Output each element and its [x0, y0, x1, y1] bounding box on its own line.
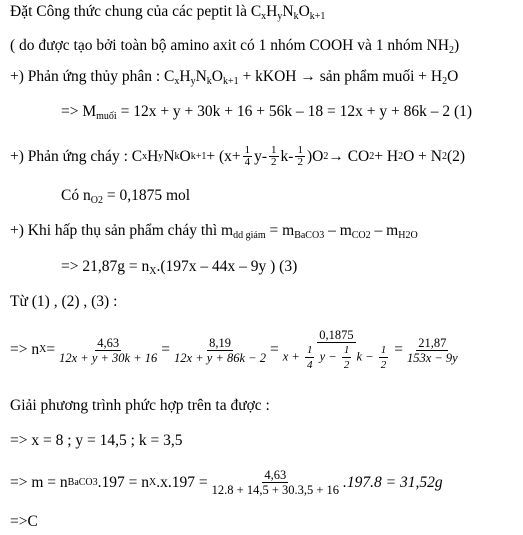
frac-den: 12x + y + 30k + 16 [59, 350, 158, 365]
frac-den: 2 [343, 359, 350, 371]
frac-num: 8,19 [209, 335, 231, 350]
n-letter: N [282, 3, 294, 20]
frac-den: 4 [306, 359, 313, 371]
den-part: k − [356, 349, 377, 364]
salt-mass-rest: = 12x + y + 30k + 16 + 56k – 18 = 12x + y + 86k – 2 (1) [116, 103, 473, 120]
frac-num: 1 [343, 344, 350, 356]
solve-text: Giải phương trình phức hợp trên ta được : [10, 397, 270, 414]
o-letter: O [298, 3, 310, 20]
absorption-mid: – m [324, 222, 352, 239]
combustion-mid: k- [280, 147, 294, 165]
frac-den: 2 [297, 156, 303, 168]
sub-k1: k+1 [309, 11, 326, 22]
line-salt-mass [61, 103, 472, 121]
frac-num: 1 [306, 344, 313, 356]
frac-den: 2 [271, 156, 277, 168]
final-mass-mid: .197 = n [97, 473, 150, 491]
line-mass-decrease [61, 258, 297, 276]
frac-num: 1 [380, 344, 387, 356]
frac-num: 0,1875 [319, 328, 354, 342]
final-mass-mid: .x.197 = [156, 473, 208, 491]
fraction-b [172, 336, 268, 365]
o-letter: O [179, 147, 191, 165]
line-from-equations [10, 293, 117, 311]
line-combustion: +) Phản ứng cháy : C x H y N k O k+1 + (x+ $\frac{1}{4}$ y- $\frac{1}{2}$ k- $\frac{1}{2}$ )O 2 → CO 2 + H 2 O + N 2 (2) [10, 144, 466, 168]
fraction-one-half [295, 145, 305, 168]
combustion-rest: + H [374, 147, 399, 165]
fraction-final [210, 468, 341, 497]
sub-k: k [206, 76, 212, 87]
o-letter: O [211, 68, 223, 85]
sub-k: k [293, 11, 299, 22]
frac-den: 4 [244, 156, 251, 168]
equals-sign: = [161, 341, 171, 358]
final-mass-result: .197.8 = 31,52g [343, 473, 443, 491]
salt-mass-pre: => M [61, 103, 97, 120]
absorption-mid: – m [370, 222, 399, 239]
from-equations-text: Từ (1) , (2) , (3) : [10, 293, 118, 310]
final-mass-pre: => m = n [10, 473, 68, 491]
equals-sign: = [394, 341, 403, 358]
sub-y: y [190, 76, 196, 87]
line-hydrolysis [10, 68, 458, 86]
equation-number: (2) [446, 147, 466, 165]
h-letter: H [266, 3, 278, 20]
fraction-one-half [342, 343, 352, 372]
frac-num: 21,87 [418, 335, 447, 350]
sub-2: 2 [448, 45, 454, 56]
equals-sign: = [270, 341, 279, 358]
oxygen-pre: Có n [61, 187, 91, 204]
hydrolysis-rest: + kKOH → sản phẩm muối + H [238, 68, 443, 85]
combustion-rest: → CO [328, 147, 370, 165]
den-part: x + [282, 349, 303, 364]
line-solve [10, 397, 270, 415]
frac-den [281, 343, 392, 372]
sub-h2o: H2O [398, 230, 418, 241]
sub-2: 2 [442, 76, 448, 87]
h-letter: H [179, 68, 191, 85]
solution-text: => x = 8 ; y = 14,5 ; k = 3,5 [10, 432, 183, 449]
n-letter: N [195, 68, 207, 85]
sub-baco3: BaCO3 [294, 230, 325, 241]
frac-num: 4,63 [97, 335, 120, 350]
fraction-one-quarter [243, 145, 253, 168]
sub-x-mol: X [149, 266, 157, 277]
mass-decrease-pre: => 21,87g = n [61, 258, 150, 275]
n-letter: N [163, 147, 175, 165]
combustion-mid: + (x+ [206, 147, 241, 165]
fraction-one-half [379, 343, 389, 372]
sub-y: y [277, 11, 283, 22]
sub-x: x [174, 76, 180, 87]
den-part: y − [319, 349, 340, 364]
combustion-label: +) Phản ứng cháy : C [10, 147, 143, 165]
frac-num: 1 [244, 144, 251, 156]
frac-num: 1 [297, 144, 303, 156]
line-final-mass: => m = n BaCO3 .197 = n X .x.197 = $\frac{4,63}{12.8 + 14,5 + 30.3,5 + 16}$ .197.8 = 31,52g [10, 468, 443, 497]
hydrolysis-label: +) Phản ứng thủy phân : C [10, 68, 175, 85]
frac-den: 12x + y + 86k − 2 [174, 350, 266, 365]
sub-co2: CO2 [351, 230, 371, 241]
line-absorption [10, 222, 418, 240]
absorption-mid: = m [265, 222, 295, 239]
sub-muoi: muối [96, 111, 117, 122]
fraction-a [57, 336, 159, 365]
line-oxygen-moles [61, 187, 190, 205]
line-formula-intro [10, 3, 325, 21]
sub-k1: k+1 [223, 76, 239, 87]
o-letter: O [447, 68, 459, 85]
combustion-rest: O + N [403, 147, 442, 165]
absorption-pre: +) Khi hấp thụ sản phẩm cháy thì m [10, 222, 234, 239]
fraction-d [405, 336, 460, 365]
fraction-one-half [269, 145, 279, 168]
answer-text: =>C [10, 513, 38, 530]
combustion-mid: y- [254, 147, 268, 165]
formula-intro-text: Đặt Công thức chung của các peptit là C [10, 3, 262, 20]
h-letter: H [147, 147, 159, 165]
line-answer [10, 513, 38, 531]
fraction-one-quarter [305, 343, 315, 372]
frac-den: 153x − 9y [406, 350, 458, 365]
equals-sign: = [46, 341, 56, 358]
frac-num: 1 [271, 144, 277, 156]
frac-den: 12.8 + 14,5 + 30.3,5 + 16 [211, 483, 340, 497]
line-amino-note [10, 37, 459, 55]
amino-note-text: ( do được tạo bởi toàn bộ amino axit có 1 nhóm COOH và 1 nhóm NH [10, 37, 449, 54]
nx-pre: => n [10, 341, 40, 358]
oxygen-rest: = 0,1875 mol [102, 187, 191, 204]
close-paren: ) [453, 37, 460, 54]
combustion-mid: )O [306, 147, 324, 165]
sub-o2: O2 [90, 195, 103, 206]
sub-x: x [261, 11, 267, 22]
frac-num: 4,63 [264, 468, 287, 482]
mass-decrease-rest: .(197x – 44x – 9y ) (3) [156, 258, 298, 275]
line-solution [10, 432, 182, 450]
frac-den: 2 [380, 359, 387, 371]
sub-dd-giam: dd giảm [233, 230, 266, 241]
line-nx-ratio: => n X = $\frac{4,63}{12x + y + 30k + 16}$ = $\frac{8,19}{12x + y + 86k - 2}$ = 0,1875 x + $\frac{1}{4}$ y − $\frac{1}{2}$ k − $\frac{1}{2}$ = $\frac{21,87}{153x - 9y}$ [10, 328, 458, 371]
fraction-c [281, 328, 392, 372]
